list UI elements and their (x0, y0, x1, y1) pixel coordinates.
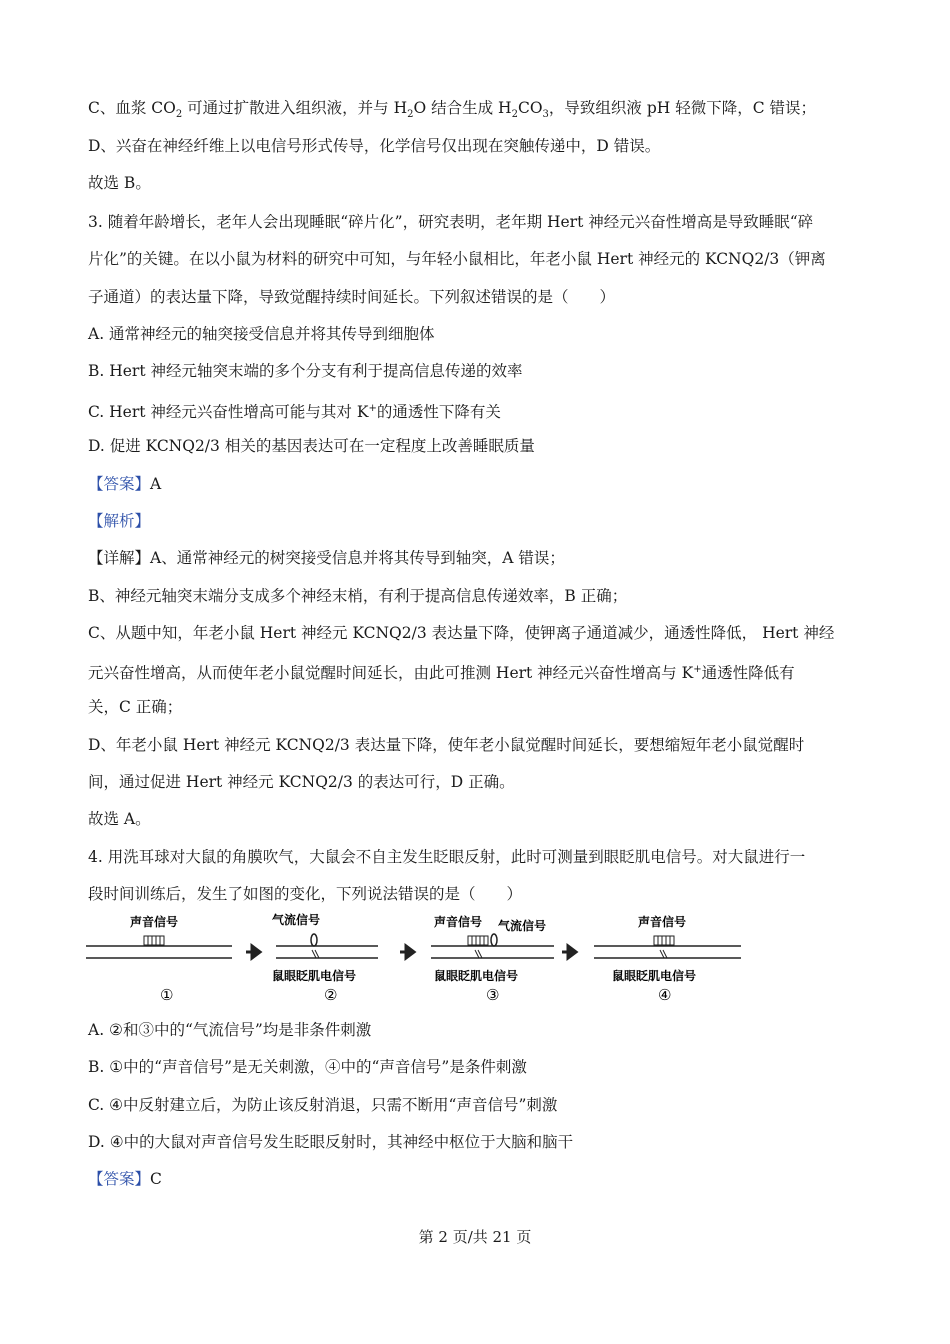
q3-stem-line1: 3. 随着年龄增长，老年人会出现睡眠“碎片化”，研究表明，老年期 Hert 神经元兴奋性增高是导致睡眠“碎 (88, 213, 814, 231)
airflow-icon (311, 934, 317, 946)
q3-option-c: C. Hert 神经元兴奋性增高可能与其对 K+的通透性下降有关 (88, 403, 501, 422)
panel-num-1: ① (160, 986, 174, 1004)
q3-option-b: B. Hert 神经元轴突末端的多个分支有利于提高信息传递的效率 (88, 362, 523, 380)
prev-option-c: C、血浆 $CO_2$ 可通过扩散进入组织液，并与 $H_2O$ 结合生成 $H_2CO_3$，导致组织液 pH 轻微下降，C 错误； (88, 99, 816, 121)
sound-label-1: 声音信号 (130, 915, 179, 929)
panel-num-4: ④ (658, 986, 672, 1004)
q4-option-c: C. ④中反射建立后，为防止该反射消退，只需不断用“声音信号”刺激 (88, 1096, 558, 1114)
arrow-right-icon (400, 946, 414, 958)
page-footer: 第 2 页/共 21 页 (418, 1228, 532, 1246)
q3-analysis-tag: 【解析】 (88, 512, 151, 530)
choose-a: 故选 A。 (88, 810, 151, 828)
emg-label-2: 鼠眼眨肌电信号 (272, 969, 357, 983)
q3-detail-c1: C、从题中知，年老小鼠 Hert 神经元 KCNQ2/3 表达量下降，使钾离子通道减少，通透性降低， Hert 神经 (88, 624, 835, 642)
speaker-icon (654, 936, 674, 945)
q4-stem-line1: 4. 用洗耳球对大鼠的角膜吹气，大鼠会不自主发生眨眼反射，此时可测量到眼眨肌电信号。对大鼠进行一 (88, 848, 806, 866)
answer-tag: 【答案】 (88, 475, 151, 493)
panel-num-2: ② (324, 986, 338, 1004)
q3-detail-a: 【详解】A、通常神经元的树突接受信息并将其传导到轴突，A 错误； (88, 549, 565, 567)
panel-num-3: ③ (486, 986, 500, 1004)
q4-option-a: A. ②和③中的“气流信号”均是非条件刺激 (88, 1021, 372, 1039)
q4-option-d: D. ④中的大鼠对声音信号发生眨眼反射时，其神经中枢位于大脑和脑干 (88, 1133, 574, 1151)
sound-label-4: 声音信号 (638, 915, 687, 929)
q3-detail-d2: 间，通过促进 Hert 神经元 KCNQ2/3 的表达可行，D 正确。 (88, 773, 515, 791)
q4-answer: 【答案】C (88, 1170, 162, 1188)
q4-option-b: B. ①中的“声音信号”是无关刺激，④中的“声音信号”是条件刺激 (88, 1058, 527, 1076)
q3-stem-line2: 片化”的关键。在以小鼠为材料的研究中可知，与年轻小鼠相比，年老小鼠 Hert 神经元的 KCNQ2/3（钾离 (88, 250, 826, 268)
choose-b: 故选 B。 (88, 174, 151, 192)
q3-stem-line3: 子通道）的表达量下降，导致觉醒持续时间延长。下列叙述错误的是（ ） (88, 288, 616, 306)
airflow-label-3: 气流信号 (498, 919, 547, 933)
panel-2 (272, 912, 378, 1004)
sound-label-3: 声音信号 (434, 915, 483, 929)
emg-label-4: 鼠眼眨肌电信号 (612, 969, 697, 983)
conditioning-diagram (86, 906, 746, 1010)
q3-option-a: A. 通常神经元的轴突接受信息并将其传导到细胞体 (88, 325, 435, 343)
q3-answer: 【答案】A (88, 475, 162, 493)
answer-tag: 【答案】 (88, 1170, 151, 1188)
airflow-label-2: 气流信号 (272, 913, 321, 927)
panel-4 (594, 914, 741, 1004)
arrow-right-icon (246, 946, 260, 958)
emg-label-3: 鼠眼眨肌电信号 (434, 969, 519, 983)
q3-detail-c2: 元兴奋性增高，从而使年老小鼠觉醒时间延长，由此可推测 Hert 神经元兴奋性增高与 K+通透性降低有 (88, 664, 795, 683)
prev-option-d: D、兴奋在神经纤维上以电信号形式传导，化学信号仅出现在突触传递中，D 错误。 (88, 137, 661, 155)
q4-stem-line2: 段时间训练后，发生了如图的变化，下列说法错误的是（ ） (88, 885, 523, 903)
arrow-right-icon (562, 946, 576, 958)
speaker-icon (468, 936, 488, 945)
q3-option-d: D. 促进 KCNQ2/3 相关的基因表达可在一定程度上改善睡眠质量 (88, 437, 535, 455)
panel-3 (431, 914, 554, 1004)
panel-1 (86, 914, 232, 1004)
q3-detail-d1: D、年老小鼠 Hert 神经元 KCNQ2/3 表达量下降，使年老小鼠觉醒时间延长，要想缩短年老小鼠觉醒时 (88, 736, 805, 754)
airflow-icon (491, 934, 497, 946)
speaker-icon (144, 936, 164, 945)
q3-detail-b: B、神经元轴突末端分支成多个神经末梢，有利于提高信息传递效率，B 正确； (88, 587, 628, 605)
q3-detail-c3: 关，C 正确； (88, 698, 183, 716)
